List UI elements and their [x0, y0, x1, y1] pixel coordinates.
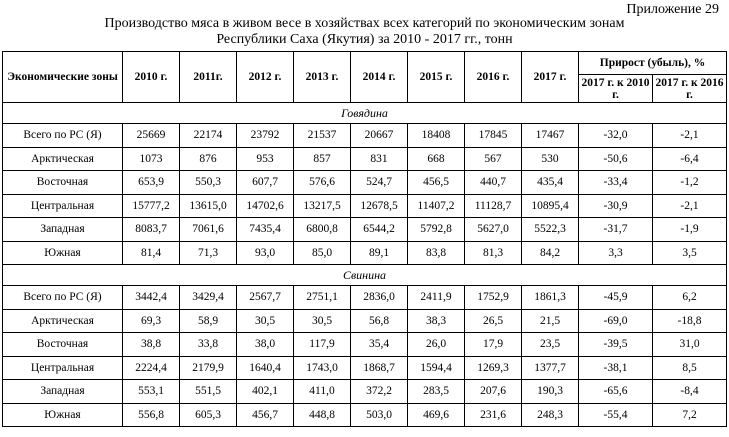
table-cell: 17467: [522, 124, 579, 148]
table-cell: 81,3: [465, 241, 522, 265]
table-cell: 530: [522, 147, 579, 171]
zone-name: Западная: [3, 380, 123, 404]
table-row: [3, 218, 727, 242]
table-cell: 10895,4: [522, 194, 579, 218]
table-cell: 3429,4: [180, 286, 237, 310]
appendix-label: Приложение 29: [626, 2, 719, 17]
table-cell: 83,8: [408, 241, 465, 265]
table-row: [3, 333, 727, 357]
table-cell: 190,3: [522, 380, 579, 404]
table-cell: 25669: [123, 124, 180, 148]
table-cell: 35,4: [351, 333, 408, 357]
table-row: [3, 356, 727, 380]
table-cell: -38,1: [579, 356, 653, 380]
zone-name: Центральная: [3, 356, 123, 380]
page-title: [0, 16, 729, 48]
table-cell: 503,0: [351, 403, 408, 427]
table-cell: -2,1: [653, 124, 727, 148]
header-year: 2013 г.: [294, 52, 351, 103]
table-cell: 435,4: [522, 171, 579, 195]
title-line-1: Производство мяса в живом весе в хозяйствах всех категорий по экономическим зонам: [104, 16, 625, 31]
table-cell: 3442,4: [123, 286, 180, 310]
table-cell: 1861,3: [522, 286, 579, 310]
table-cell: 26,5: [465, 309, 522, 333]
table-cell: 1868,7: [351, 356, 408, 380]
table-cell: 23,5: [522, 333, 579, 357]
section-title: Свинина: [3, 265, 727, 286]
header-year: 2010 г.: [123, 52, 180, 103]
table-row: [3, 194, 727, 218]
table-cell: 56,8: [351, 309, 408, 333]
table-cell: 448,8: [294, 403, 351, 427]
table-cell: 15777,2: [123, 194, 180, 218]
table-cell: 8,5: [653, 356, 727, 380]
table-cell: 21537: [294, 124, 351, 148]
table-cell: 14702,6: [237, 194, 294, 218]
table-cell: 21,5: [522, 309, 579, 333]
table-cell: 22174: [180, 124, 237, 148]
table-cell: 556,8: [123, 403, 180, 427]
table-row: [3, 286, 727, 310]
table-cell: -39,5: [579, 333, 653, 357]
table-cell: 38,8: [123, 333, 180, 357]
table-cell: 231,6: [465, 403, 522, 427]
table-cell: 1377,7: [522, 356, 579, 380]
meat-production-table: [2, 51, 727, 427]
zone-name: Центральная: [3, 194, 123, 218]
table-cell: -1,2: [653, 171, 727, 195]
table-cell: 576,6: [294, 171, 351, 195]
table-cell: 89,1: [351, 241, 408, 265]
table-cell: -30,9: [579, 194, 653, 218]
header-growth: Прирост (убыль), %: [579, 52, 727, 75]
table-cell: 550,3: [180, 171, 237, 195]
table-cell: 7,2: [653, 403, 727, 427]
table-cell: 402,1: [237, 380, 294, 404]
header-year: 2016 г.: [465, 52, 522, 103]
table-row: [3, 241, 727, 265]
zone-name: Арктическая: [3, 147, 123, 171]
table-cell: 1743,0: [294, 356, 351, 380]
table-cell: 283,5: [408, 380, 465, 404]
zone-name: Южная: [3, 241, 123, 265]
table-cell: 93,0: [237, 241, 294, 265]
table-cell: 207,6: [465, 380, 522, 404]
table-cell: 11128,7: [465, 194, 522, 218]
table-cell: -2,1: [653, 194, 727, 218]
table-cell: 456,7: [237, 403, 294, 427]
table-cell: 5627,0: [465, 218, 522, 242]
header-year: 2015 г.: [408, 52, 465, 103]
table-cell: 2411,9: [408, 286, 465, 310]
table-cell: 5792,8: [408, 218, 465, 242]
table-row: [3, 380, 727, 404]
zone-name: Южная: [3, 403, 123, 427]
table-cell: 30,5: [237, 309, 294, 333]
table-cell: 524,7: [351, 171, 408, 195]
table-cell: -8,4: [653, 380, 727, 404]
table-cell: 81,4: [123, 241, 180, 265]
table-cell: 551,5: [180, 380, 237, 404]
header-zones: Экономические зоны: [3, 52, 123, 103]
table-cell: 31,0: [653, 333, 727, 357]
table-cell: -1,9: [653, 218, 727, 242]
section-row: [3, 265, 727, 286]
table-cell: 38,0: [237, 333, 294, 357]
header-year: 2014 г.: [351, 52, 408, 103]
table-cell: 372,2: [351, 380, 408, 404]
table-cell: 69,3: [123, 309, 180, 333]
table-cell: 653,9: [123, 171, 180, 195]
table-cell: 553,1: [123, 380, 180, 404]
table-cell: 2567,7: [237, 286, 294, 310]
table-cell: -6,4: [653, 147, 727, 171]
table-cell: 1594,4: [408, 356, 465, 380]
table-cell: 85,0: [294, 241, 351, 265]
table-cell: 1269,3: [465, 356, 522, 380]
table-cell: 567: [465, 147, 522, 171]
header-year: 2012 г.: [237, 52, 294, 103]
table-cell: -69,0: [579, 309, 653, 333]
table-cell: 1640,4: [237, 356, 294, 380]
table-cell: 8083,7: [123, 218, 180, 242]
table-cell: 71,3: [180, 241, 237, 265]
table-cell: 2751,1: [294, 286, 351, 310]
zone-name: Восточная: [3, 333, 123, 357]
table-cell: 831: [351, 147, 408, 171]
table-cell: -50,6: [579, 147, 653, 171]
table-cell: 440,7: [465, 171, 522, 195]
table-cell: 411,0: [294, 380, 351, 404]
table-cell: 605,3: [180, 403, 237, 427]
zone-name: Западная: [3, 218, 123, 242]
table-cell: -45,9: [579, 286, 653, 310]
header-growth-2017-2010: 2017 г. к 2010 г.: [579, 75, 653, 103]
table-cell: -33,4: [579, 171, 653, 195]
table-cell: 469,6: [408, 403, 465, 427]
section-title: Говядина: [3, 103, 727, 124]
table-cell: 6800,8: [294, 218, 351, 242]
header-year: 2011г.: [180, 52, 237, 103]
table-row: [3, 124, 727, 148]
table-cell: 17,9: [465, 333, 522, 357]
table-cell: 33,8: [180, 333, 237, 357]
table-cell: 248,3: [522, 403, 579, 427]
zone-name: Арктическая: [3, 309, 123, 333]
table-cell: 17845: [465, 124, 522, 148]
table-cell: 38,3: [408, 309, 465, 333]
table-cell: 117,9: [294, 333, 351, 357]
table-cell: 2836,0: [351, 286, 408, 310]
table-cell: 2179,9: [180, 356, 237, 380]
table-cell: 11407,2: [408, 194, 465, 218]
table-cell: -32,0: [579, 124, 653, 148]
zone-name: Восточная: [3, 171, 123, 195]
table-cell: -31,7: [579, 218, 653, 242]
table-cell: -18,8: [653, 309, 727, 333]
table-cell: 5522,3: [522, 218, 579, 242]
table-cell: -55,4: [579, 403, 653, 427]
table-body: [3, 103, 727, 427]
table-cell: 13615,0: [180, 194, 237, 218]
table-row: [3, 309, 727, 333]
table-cell: 3,5: [653, 241, 727, 265]
table-cell: 607,7: [237, 171, 294, 195]
title-line-2: Республики Саха (Якутия) за 2010 - 2017 гг., тонн: [216, 32, 513, 47]
zone-name: Всего по РС (Я): [3, 286, 123, 310]
table-cell: 6544,2: [351, 218, 408, 242]
table-cell: 456,5: [408, 171, 465, 195]
table-cell: 876: [180, 147, 237, 171]
section-row: [3, 103, 727, 124]
table-cell: 30,5: [294, 309, 351, 333]
table-cell: 6,2: [653, 286, 727, 310]
table-cell: 3,3: [579, 241, 653, 265]
table-cell: 668: [408, 147, 465, 171]
table-cell: 13217,5: [294, 194, 351, 218]
header-year: 2017 г.: [522, 52, 579, 103]
table-cell: 20667: [351, 124, 408, 148]
table-row: [3, 147, 727, 171]
table-cell: 953: [237, 147, 294, 171]
table-cell: 7435,4: [237, 218, 294, 242]
table-cell: 84,2: [522, 241, 579, 265]
zone-name: Всего по РС (Я): [3, 124, 123, 148]
table-cell: 2224,4: [123, 356, 180, 380]
table-cell: 26,0: [408, 333, 465, 357]
header-growth-2017-2016: 2017 г. к 2016 г.: [653, 75, 727, 103]
table-cell: 18408: [408, 124, 465, 148]
table-cell: 58,9: [180, 309, 237, 333]
table-cell: -65,6: [579, 380, 653, 404]
table-cell: 23792: [237, 124, 294, 148]
table-cell: 7061,6: [180, 218, 237, 242]
table-cell: 857: [294, 147, 351, 171]
table-cell: 1752,9: [465, 286, 522, 310]
table-cell: 1073: [123, 147, 180, 171]
table-cell: 12678,5: [351, 194, 408, 218]
table-row: [3, 171, 727, 195]
table-row: [3, 403, 727, 427]
